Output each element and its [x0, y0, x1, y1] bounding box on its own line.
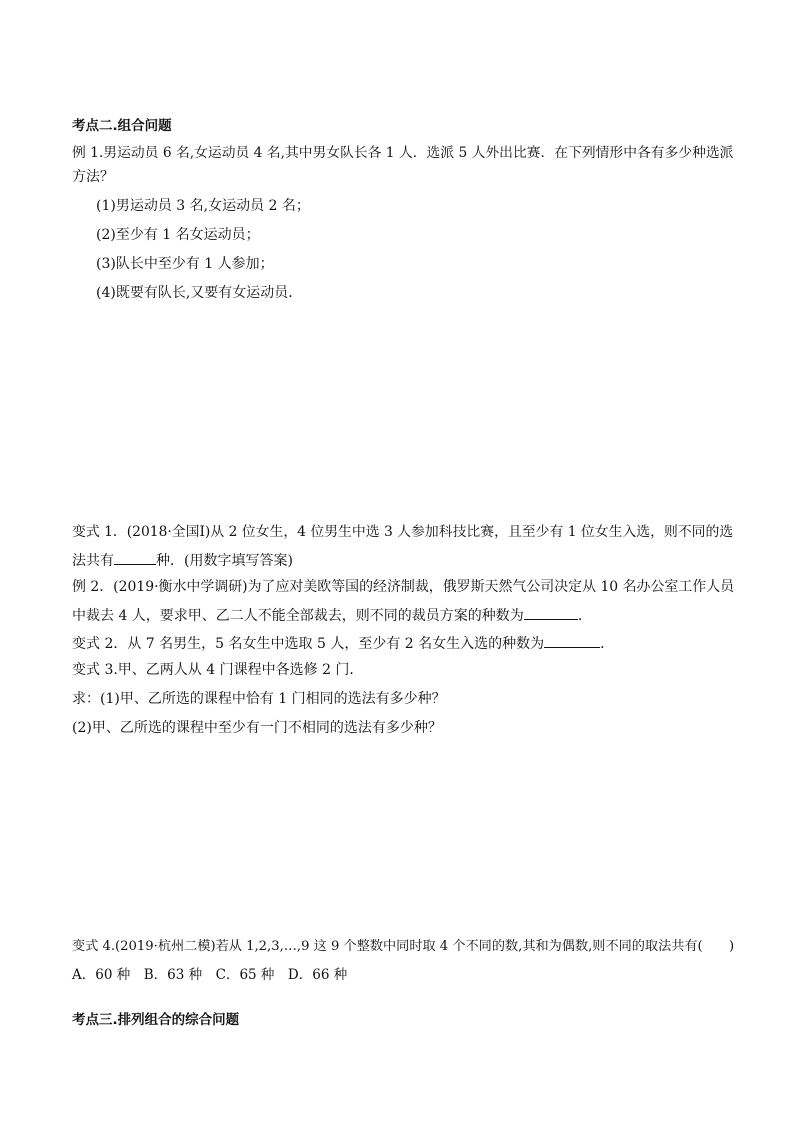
example-1-item-2: (2)至少有 1 名女运动员； — [96, 227, 260, 243]
variant-2-text-before-blank: 变式 2．从 7 名男生，5 名女生中选取 5 人，至少有 2 名女生入选的种数为 — [72, 636, 545, 652]
answer-blank — [524, 604, 578, 620]
variant-1-line-2 — [72, 549, 293, 571]
variant-1-line-1: 变式 1．(2018·全国Ⅰ)从 2 位女生，4 位男生中选 3 人参加科技比赛，且至少有 1 位女生入选，则不同的选 — [72, 524, 734, 540]
example-1-line-1: 例 1.男运动员 6 名,女运动员 4 名,其中男女队长各 1 人．选派 5 人外出比赛．在下列情形中各有多少种选派 — [72, 145, 734, 161]
variant-2-line — [72, 632, 614, 654]
variant-4-line-1: 变式 4.(2019·杭州二模)若从 1,2,3,…,9 这 9 个整数中同时取 4 个不同的数,其和为偶数,则不同的取法共有( ) — [72, 939, 735, 954]
answer-blank — [544, 632, 600, 648]
example-1-item-3: (3)队长中至少有 1 人参加； — [96, 256, 274, 272]
variant-3-line-3: (2)甲、乙所选的课程中至少有一门不相同的选法有多少种？ — [72, 720, 442, 736]
variant-3-line-1: 变式 3.甲、乙两人从 4 门课程中各选修 2 门． — [72, 662, 364, 678]
example-2-text-before-blank: 中裁去 4 人，要求甲、乙二人不能全部裁去，则不同的裁员方案的种数为 — [72, 608, 524, 624]
example-2-text-after-blank: ． — [577, 608, 592, 624]
variant-1-text-before-blank: 法共有 — [72, 553, 114, 569]
example-1-item-4: (4)既要有队长,又要有女运动员． — [96, 285, 303, 301]
answer-blank — [114, 549, 156, 565]
example-1-line-2: 方法？ — [72, 169, 114, 185]
example-1-item-1: (1)男运动员 3 名,女运动员 2 名； — [96, 198, 310, 214]
section-2-title: 考点二.组合问题 — [72, 118, 172, 134]
variant-2-text-after-blank: ． — [600, 636, 615, 652]
example-2-line-1: 例 2．(2019·衡水中学调研)为了应对美欧等国的经济制裁，俄罗斯天然气公司决定从 10 名办公室工作人员 — [72, 579, 735, 595]
example-2-line-2 — [72, 604, 592, 626]
variant-1-text-after-blank: 种．(用数字填写答案) — [156, 553, 293, 569]
section-3-title: 考点三.排列组合的综合问题 — [72, 1012, 240, 1028]
variant-4-options: A．60 种 B．63 种 C．65 种 D．66 种 — [72, 967, 348, 983]
variant-3-line-2: 求：(1)甲、乙所选的课程中恰有 1 门相同的选法有多少种？ — [72, 691, 446, 707]
